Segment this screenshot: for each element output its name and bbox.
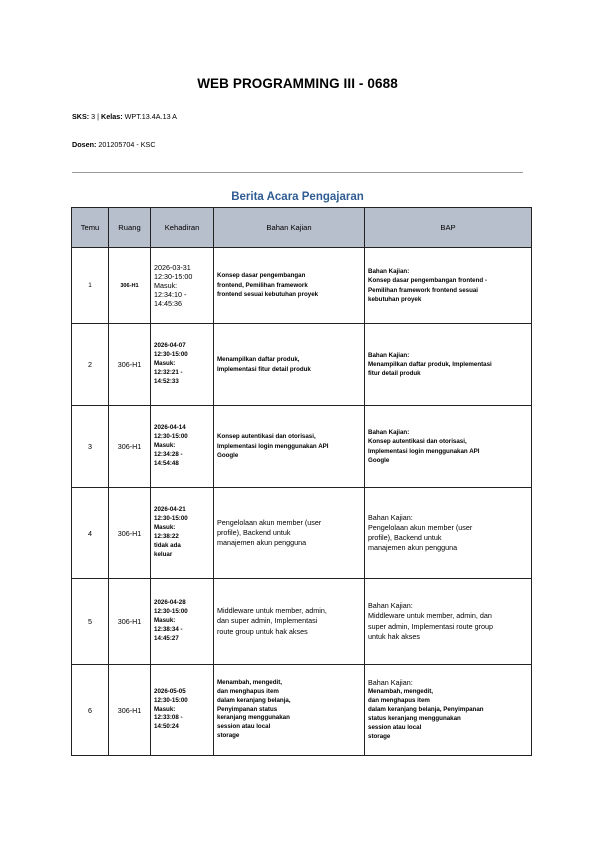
bap-label: Bahan Kajian: bbox=[368, 512, 413, 522]
ruang-cell: 306-H1 bbox=[109, 324, 151, 406]
kelas-value: WPT.13.4A.13 A bbox=[122, 112, 177, 121]
kehadiran-text: 2026-04-07 12:30-15:00 Masuk: 12:32:21 - 14:52:33 bbox=[154, 342, 188, 385]
table-row bbox=[72, 488, 532, 579]
temu-cell: 1 bbox=[72, 248, 109, 324]
table-row bbox=[72, 406, 532, 488]
bahan-text: Pengelolaan akun member (user profile), Backend untuk manajemen akun pengguna bbox=[217, 517, 322, 548]
bahan-cell bbox=[214, 488, 365, 579]
bahan-cell bbox=[214, 665, 365, 756]
kehadiran-cell bbox=[151, 579, 214, 665]
kelas-label: Kelas: bbox=[101, 112, 123, 121]
kehadiran-text: 2026-04-14 12:30-15:00 Masuk: 12:34:28 - 14:54:48 bbox=[154, 424, 188, 467]
header-ruang: Ruang bbox=[109, 208, 151, 248]
ruang-cell: 306-H1 bbox=[109, 406, 151, 488]
bap-label: Bahan Kajian: bbox=[368, 677, 413, 687]
bap-table bbox=[71, 207, 532, 756]
kehadiran-cell bbox=[151, 324, 214, 406]
bap-label: Bahan Kajian: bbox=[368, 351, 410, 359]
ruang-cell: 306-H1 bbox=[109, 579, 151, 665]
temu-cell: 6 bbox=[72, 665, 109, 756]
table-header-row bbox=[72, 208, 532, 248]
bap-text: Middleware untuk member, admin, dan super admin, Implementasi route group untuk hak akses bbox=[368, 611, 494, 641]
temu-cell: 3 bbox=[72, 406, 109, 488]
temu-cell: 2 bbox=[72, 324, 109, 406]
bahan-text: Konsep autentikasi dan otorisasi, Implementasi login menggunakan API Google bbox=[217, 433, 329, 460]
bap-text: Menampilkan daftar produk, Implementasi fitur detail produk bbox=[368, 360, 492, 378]
bap-cell bbox=[365, 248, 532, 324]
bap-text: Pengelolaan akun member (user profile), Backend untuk manajemen akun pengguna bbox=[368, 522, 473, 553]
header-temu: Temu bbox=[72, 208, 109, 248]
divider bbox=[72, 172, 523, 173]
table-row bbox=[72, 324, 532, 406]
bahan-text: Menampilkan daftar produk, Implementasi fitur detail produk bbox=[217, 355, 311, 373]
bahan-cell bbox=[214, 579, 365, 665]
header-bahan-kajian: Bahan Kajian bbox=[214, 208, 365, 248]
bap-text: Menambah, mengedit, dan menghapus item dalam keranjang belanja, Penyimpanan status keranjang menggunakan session atau local storage bbox=[368, 688, 484, 741]
bap-label: Bahan Kajian: bbox=[368, 267, 410, 275]
bap-label: Bahan Kajian: bbox=[368, 601, 413, 611]
table-row bbox=[72, 248, 532, 324]
course-title: WEB PROGRAMMING III - 0688 bbox=[197, 76, 398, 91]
dosen-label: Dosen: bbox=[72, 140, 97, 149]
bap-cell bbox=[365, 406, 532, 488]
kehadiran-text: 2026-03-31 12:30-15:00 Masuk: 12:34:10 - 14:45:36 bbox=[154, 263, 193, 308]
bap-label: Bahan Kajian: bbox=[368, 428, 410, 436]
table-row bbox=[72, 579, 532, 665]
bap-cell bbox=[365, 579, 532, 665]
header-kehadiran: Kehadiran bbox=[151, 208, 214, 248]
kehadiran-cell bbox=[151, 488, 214, 579]
temu-cell: 4 bbox=[72, 488, 109, 579]
bahan-cell bbox=[214, 406, 365, 488]
bap-cell bbox=[365, 665, 532, 756]
header-bap: BAP bbox=[365, 208, 532, 248]
temu-cell: 5 bbox=[72, 579, 109, 665]
sks-value: 3 | bbox=[89, 112, 102, 121]
kehadiran-cell bbox=[151, 248, 214, 324]
bahan-cell bbox=[214, 324, 365, 406]
bahan-text: Menambah, mengedit, dan menghapus item dalam keranjang belanja, Penyimpanan status keranjang menggunakan session atau local storage bbox=[217, 678, 291, 740]
bap-text: Konsep autentikasi dan otorisasi, Implementasi login menggunakan API Google bbox=[368, 438, 480, 464]
table-row bbox=[72, 665, 532, 756]
bahan-text: Konsep dasar pengembangan frontend, Pemilihan framework frontend sesuai kebutuhan proyek bbox=[217, 272, 319, 299]
dosen-value: 201205704 - KSC bbox=[96, 140, 156, 149]
kehadiran-cell bbox=[151, 406, 214, 488]
dosen-line bbox=[72, 140, 156, 149]
ruang-cell: 306-H1 bbox=[109, 488, 151, 579]
bap-cell bbox=[365, 488, 532, 579]
section-title: Berita Acara Pengajaran bbox=[231, 191, 364, 203]
bahan-text: Middleware untuk member, admin, dan super admin, Implementasi route group untuk hak akses bbox=[217, 606, 327, 636]
sks-label: SKS: bbox=[72, 112, 90, 121]
kehadiran-text: 2026-05-05 12:30-15:00 Masuk: 12:33:08 - 14:50:24 bbox=[154, 687, 188, 731]
sks-kelas-line bbox=[72, 112, 177, 121]
bahan-cell bbox=[214, 248, 365, 324]
ruang-cell: 306-H1 bbox=[109, 665, 151, 756]
ruang-cell: 306-H1 bbox=[109, 248, 151, 324]
bap-cell bbox=[365, 324, 532, 406]
kehadiran-text: 2026-04-28 12:30-15:00 Masuk: 12:38:34 - 14:45:27 bbox=[154, 599, 188, 642]
kehadiran-text: 2026-04-21 12:30-15:00 Masuk: 12:38:22 tidak ada keluar bbox=[154, 506, 188, 558]
bap-text: Konsep dasar pengembangan frontend - Pemilihan framework frontend sesuai kebutuhan proyek bbox=[368, 277, 487, 303]
kehadiran-cell bbox=[151, 665, 214, 756]
